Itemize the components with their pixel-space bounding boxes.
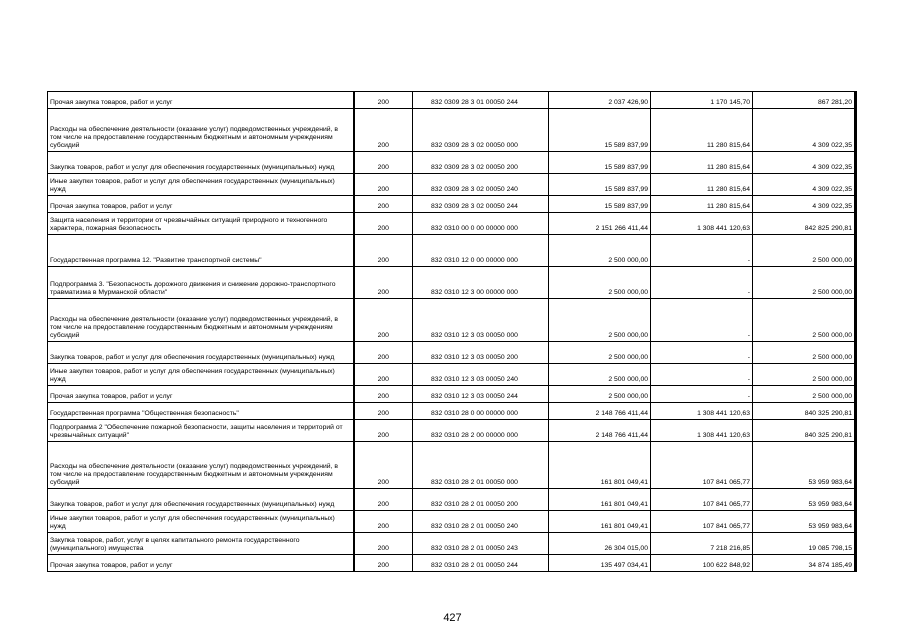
- row-label: Подпрограмма 3. "Безопасность дорожного движения и снижение дорожно-транспортного травматизма в Мурманской области": [50, 281, 336, 296]
- cell-code: 200: [354, 403, 413, 420]
- cell-name: [48, 196, 354, 213]
- row-label: Иные закупки товаров, работ и услуг для обеспечения государственных (муниципальных) нужд: [50, 368, 335, 383]
- cell-name: [48, 511, 354, 533]
- cell-code: 200: [354, 442, 413, 489]
- row-label: Государственная программа "Общественная безопасность": [50, 410, 239, 417]
- cell-name: [48, 442, 354, 489]
- cell-code: 200: [354, 299, 413, 342]
- table-row: [48, 174, 856, 196]
- table-row: [48, 442, 856, 489]
- budget-execution-table: [47, 91, 857, 572]
- cell-unexecuted: 4 309 022,35: [753, 152, 856, 174]
- cell-approved: 2 151 266 411,44: [549, 213, 651, 235]
- row-label: Расходы на обеспечение деятельности (оказание услуг) подведомственных учреждений, в том числе на предоставление государственным бюджетным и автономным учреждениям субсидий: [50, 463, 338, 486]
- cell-executed: 107 841 065,77: [651, 489, 753, 511]
- cell-executed: -: [651, 342, 753, 364]
- cell-approved: 2 500 000,00: [549, 299, 651, 342]
- cell-executed: -: [651, 386, 753, 403]
- page-number: 427: [443, 612, 462, 624]
- cell-classification: 832 0309 28 3 02 00050 000: [413, 109, 549, 152]
- cell-unexecuted: 4 309 022,35: [753, 174, 856, 196]
- cell-executed: 11 280 815,64: [651, 109, 753, 152]
- table-row: [48, 420, 856, 442]
- cell-classification: 832 0310 12 3 00 00000 000: [413, 267, 549, 299]
- cell-code: 200: [354, 235, 413, 267]
- cell-approved: 15 589 837,99: [549, 174, 651, 196]
- cell-code: 200: [354, 267, 413, 299]
- row-label: Закупка товаров, работ и услуг для обеспечения государственных (муниципальных) нужд: [50, 354, 335, 361]
- cell-executed: 1 308 441 120,63: [651, 403, 753, 420]
- cell-code: 200: [354, 386, 413, 403]
- row-label: Прочая закупка товаров, работ и услуг: [50, 393, 173, 400]
- cell-unexecuted: 19 085 798,15: [753, 533, 856, 555]
- row-label: Расходы на обеспечение деятельности (оказание услуг) подведомственных учреждений, в том числе на предоставление государственным бюджетным и автономным учреждениям субсидий: [50, 316, 338, 339]
- cell-executed: -: [651, 364, 753, 386]
- cell-code: 200: [354, 196, 413, 213]
- table-row: [48, 235, 856, 267]
- cell-unexecuted: 867 281,20: [753, 92, 856, 109]
- row-label: Расходы на обеспечение деятельности (оказание услуг) подведомственных учреждений, в том числе на предоставление государственным бюджетным и автономным учреждениям субсидий: [50, 126, 338, 149]
- table-row: [48, 386, 856, 403]
- cell-classification: 832 0310 00 0 00 00000 000: [413, 213, 549, 235]
- cell-code: 200: [354, 533, 413, 555]
- table-row: [48, 364, 856, 386]
- cell-executed: 11 280 815,64: [651, 152, 753, 174]
- row-label: Подпрограмма 2 "Обеспечение пожарной безопасности, защиты населения и территорий от чрезвычайных ситуаций": [50, 424, 343, 439]
- row-label: Иные закупки товаров, работ и услуг для обеспечения государственных (муниципальных) нужд: [50, 515, 335, 530]
- cell-approved: 2 500 000,00: [549, 267, 651, 299]
- cell-name: [48, 299, 354, 342]
- cell-classification: 832 0310 28 2 01 00050 243: [413, 533, 549, 555]
- cell-approved: 2 500 000,00: [549, 235, 651, 267]
- cell-unexecuted: 53 959 983,64: [753, 511, 856, 533]
- cell-unexecuted: 53 959 983,64: [753, 489, 856, 511]
- cell-approved: 15 589 837,99: [549, 196, 651, 213]
- row-label: Закупка товаров, работ и услуг для обеспечения государственных (муниципальных) нужд: [50, 501, 335, 508]
- cell-classification: 832 0309 28 3 02 00050 244: [413, 196, 549, 213]
- cell-unexecuted: 2 500 000,00: [753, 364, 856, 386]
- cell-code: 200: [354, 489, 413, 511]
- cell-unexecuted: 53 959 983,64: [753, 442, 856, 489]
- cell-unexecuted: 2 500 000,00: [753, 386, 856, 403]
- cell-approved: 2 500 000,00: [549, 364, 651, 386]
- cell-classification: 832 0310 12 3 03 00050 240: [413, 364, 549, 386]
- cell-unexecuted: 840 325 290,81: [753, 403, 856, 420]
- table-row: [48, 299, 856, 342]
- table-row: [48, 109, 856, 152]
- row-label: Прочая закупка товаров, работ и услуг: [50, 99, 173, 106]
- cell-unexecuted: 840 325 290,81: [753, 420, 856, 442]
- cell-unexecuted: 4 309 022,35: [753, 196, 856, 213]
- cell-executed: 107 841 065,77: [651, 511, 753, 533]
- row-label: Защита населения и территории от чрезвычайных ситуаций природного и техногенного характера, пожарная безопасность: [50, 217, 328, 232]
- cell-executed: 100 622 848,92: [651, 555, 753, 572]
- cell-name: [48, 235, 354, 267]
- cell-classification: 832 0310 12 3 03 00050 244: [413, 386, 549, 403]
- cell-executed: -: [651, 267, 753, 299]
- row-label: Государственная программа 12. "Развитие транспортной системы": [50, 257, 262, 264]
- cell-code: 200: [354, 152, 413, 174]
- table-row: [48, 511, 856, 533]
- cell-classification: 832 0310 28 2 01 00050 244: [413, 555, 549, 572]
- cell-code: 200: [354, 342, 413, 364]
- cell-approved: 26 304 015,00: [549, 533, 651, 555]
- cell-approved: 135 497 034,41: [549, 555, 651, 572]
- cell-classification: 832 0310 28 0 00 00000 000: [413, 403, 549, 420]
- cell-name: [48, 109, 354, 152]
- row-label: Прочая закупка товаров, работ и услуг: [50, 203, 173, 210]
- row-label: Иные закупки товаров, работ и услуг для обеспечения государственных (муниципальных) нужд: [50, 178, 335, 193]
- cell-approved: 15 589 837,99: [549, 109, 651, 152]
- cell-executed: 1 308 441 120,63: [651, 420, 753, 442]
- cell-unexecuted: 2 500 000,00: [753, 299, 856, 342]
- table-row: [48, 92, 856, 109]
- cell-classification: 832 0310 28 2 01 00050 000: [413, 442, 549, 489]
- cell-unexecuted: 842 825 290,81: [753, 213, 856, 235]
- cell-classification: 832 0310 12 0 00 00000 000: [413, 235, 549, 267]
- cell-name: [48, 489, 354, 511]
- row-label: Закупка товаров, работ и услуг для обеспечения государственных (муниципальных) нужд: [50, 164, 335, 171]
- cell-executed: -: [651, 299, 753, 342]
- cell-name: [48, 213, 354, 235]
- cell-executed: 11 280 815,64: [651, 174, 753, 196]
- cell-approved: 2 148 766 411,44: [549, 420, 651, 442]
- cell-name: [48, 174, 354, 196]
- table-row: [48, 196, 856, 213]
- cell-classification: 832 0310 12 3 03 00050 200: [413, 342, 549, 364]
- cell-code: 200: [354, 92, 413, 109]
- cell-executed: 11 280 815,64: [651, 196, 753, 213]
- cell-approved: 161 801 049,41: [549, 489, 651, 511]
- cell-name: [48, 342, 354, 364]
- cell-classification: 832 0309 28 3 02 00050 240: [413, 174, 549, 196]
- cell-name: [48, 533, 354, 555]
- cell-name: [48, 152, 354, 174]
- cell-approved: 161 801 049,41: [549, 442, 651, 489]
- cell-code: 200: [354, 420, 413, 442]
- cell-classification: 832 0310 28 2 00 00000 000: [413, 420, 549, 442]
- cell-executed: 107 841 065,77: [651, 442, 753, 489]
- cell-classification: 832 0309 28 3 01 00050 244: [413, 92, 549, 109]
- cell-executed: -: [651, 235, 753, 267]
- cell-code: 200: [354, 555, 413, 572]
- table-row: [48, 213, 856, 235]
- row-label: Закупка товаров, работ, услуг в целях капитального ремонта государственного (муниципального) имущества: [50, 537, 300, 552]
- cell-executed: 1 170 145,70: [651, 92, 753, 109]
- table-body: [48, 92, 856, 572]
- cell-approved: 2 148 766 411,44: [549, 403, 651, 420]
- cell-classification: 832 0310 12 3 03 00050 000: [413, 299, 549, 342]
- cell-classification: 832 0310 28 2 01 00050 240: [413, 511, 549, 533]
- cell-name: [48, 420, 354, 442]
- cell-code: 200: [354, 213, 413, 235]
- cell-code: 200: [354, 174, 413, 196]
- cell-name: [48, 364, 354, 386]
- cell-name: [48, 92, 354, 109]
- cell-name: [48, 267, 354, 299]
- cell-unexecuted: 34 874 185,49: [753, 555, 856, 572]
- cell-unexecuted: 2 500 000,00: [753, 267, 856, 299]
- cell-classification: 832 0310 28 2 01 00050 200: [413, 489, 549, 511]
- cell-approved: 2 500 000,00: [549, 386, 651, 403]
- cell-approved: 2 500 000,00: [549, 342, 651, 364]
- cell-approved: 161 801 049,41: [549, 511, 651, 533]
- table-row: [48, 555, 856, 572]
- cell-code: 200: [354, 364, 413, 386]
- table-row: [48, 152, 856, 174]
- table-row: [48, 267, 856, 299]
- cell-approved: 15 589 837,99: [549, 152, 651, 174]
- row-label: Прочая закупка товаров, работ и услуг: [50, 562, 173, 569]
- table-row: [48, 403, 856, 420]
- cell-name: [48, 403, 354, 420]
- cell-executed: 1 308 441 120,63: [651, 213, 753, 235]
- cell-code: 200: [354, 109, 413, 152]
- table-row: [48, 533, 856, 555]
- cell-unexecuted: 2 500 000,00: [753, 235, 856, 267]
- cell-unexecuted: 4 309 022,35: [753, 109, 856, 152]
- cell-executed: 7 218 216,85: [651, 533, 753, 555]
- cell-classification: 832 0309 28 3 02 00050 200: [413, 152, 549, 174]
- cell-unexecuted: 2 500 000,00: [753, 342, 856, 364]
- cell-approved: 2 037 426,90: [549, 92, 651, 109]
- table-row: [48, 489, 856, 511]
- cell-name: [48, 386, 354, 403]
- cell-code: 200: [354, 511, 413, 533]
- table-row: [48, 342, 856, 364]
- cell-name: [48, 555, 354, 572]
